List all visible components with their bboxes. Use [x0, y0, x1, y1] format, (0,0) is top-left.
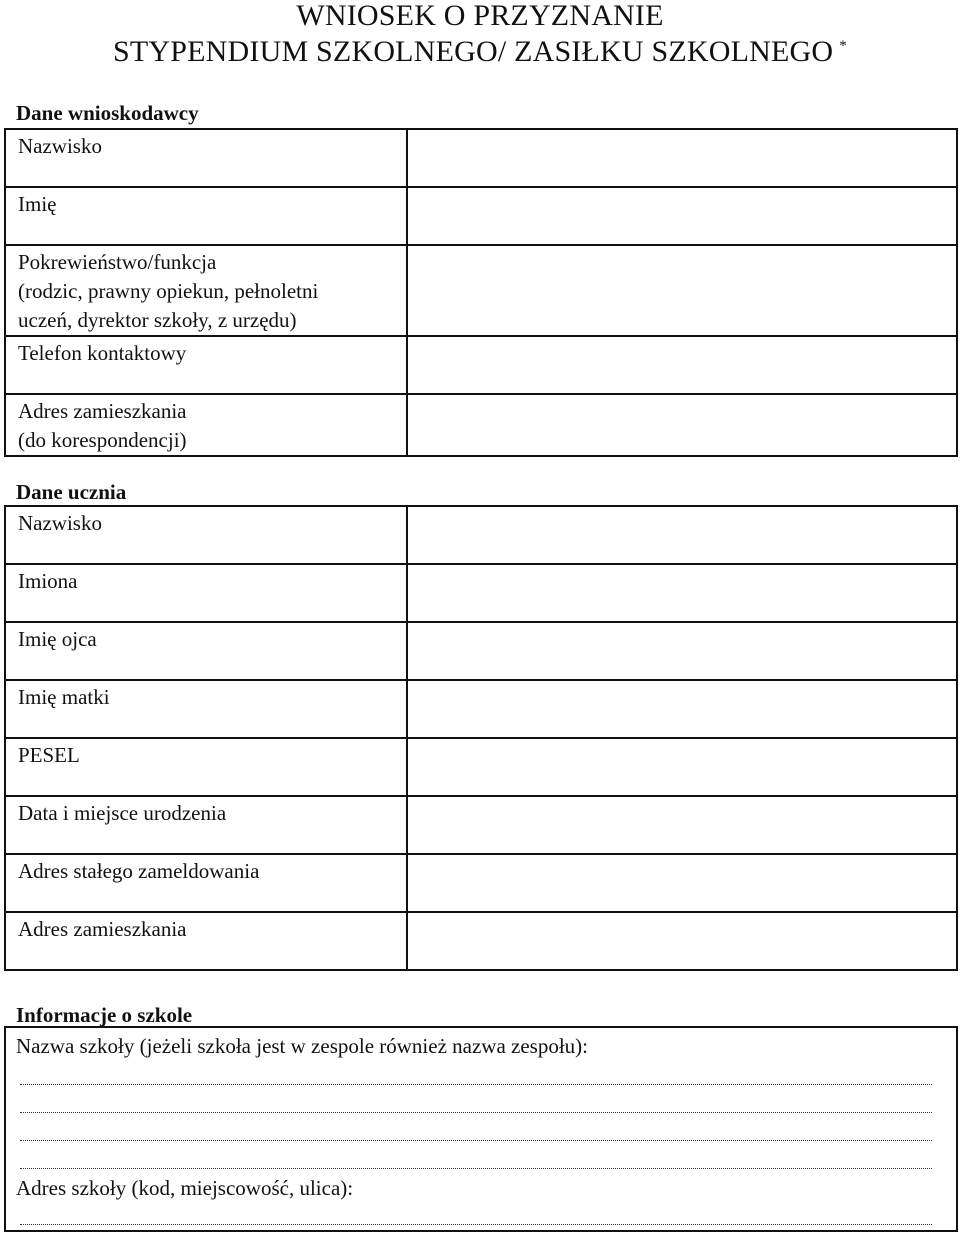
student-row-pesel [5, 738, 957, 796]
student-row-registered-address [5, 854, 957, 912]
field-label: Adres zamieszkania [5, 912, 407, 970]
student-row-residence-address [5, 912, 957, 970]
field-label: PESEL [5, 738, 407, 796]
applicant-relationship-field[interactable] [407, 245, 957, 336]
student-row-first-names [5, 564, 957, 622]
field-label: Imiona [5, 564, 407, 622]
field-label-line: Pokrewieństwo/funkcja [18, 250, 217, 274]
applicant-address-field[interactable] [407, 394, 957, 456]
student-row-mother-name [5, 680, 957, 738]
school-address-line[interactable] [20, 1224, 932, 1225]
applicant-row-first-name [5, 187, 957, 245]
field-label: Imię [5, 187, 407, 245]
field-label: Imię ojca [5, 622, 407, 680]
student-surname-field[interactable] [407, 506, 957, 564]
field-label-line: (rodzic, prawny opiekun, pełnoletni [18, 279, 319, 303]
applicant-phone-field[interactable] [407, 336, 957, 394]
applicant-first-name-field[interactable] [407, 187, 957, 245]
student-table [4, 505, 958, 971]
field-label [5, 394, 407, 456]
school-name-line[interactable] [20, 1084, 932, 1085]
school-section-heading: Informacje o szkole [16, 1003, 193, 1027]
field-label: Nazwisko [5, 506, 407, 564]
student-residence-address-field[interactable] [407, 912, 957, 970]
field-label-line: uczeń, dyrektor szkoły, z urzędu) [18, 308, 297, 332]
student-row-surname [5, 506, 957, 564]
applicant-row-address [5, 394, 957, 456]
applicant-surname-field[interactable] [407, 129, 957, 187]
student-father-name-field[interactable] [407, 622, 957, 680]
student-registered-address-field[interactable] [407, 854, 957, 912]
school-address-label: Adres szkoły (kod, miejscowość, ulica): [16, 1176, 354, 1200]
field-label: Adres stałego zameldowania [5, 854, 407, 912]
field-label: Imię matki [5, 680, 407, 738]
field-label-line: (do korespondencji) [18, 428, 187, 452]
form-title-line1: WNIOSEK O PRZYZNANIE [296, 0, 664, 32]
field-label: Data i miejsce urodzenia [5, 796, 407, 854]
student-section-heading: Dane ucznia [16, 480, 127, 504]
student-row-birth [5, 796, 957, 854]
student-mother-name-field[interactable] [407, 680, 957, 738]
applicant-row-phone [5, 336, 957, 394]
applicant-row-surname [5, 129, 957, 187]
field-label-line: Adres zamieszkania [18, 399, 187, 423]
student-birth-field[interactable] [407, 796, 957, 854]
field-label: Telefon kontaktowy [5, 336, 407, 394]
field-label: Nazwisko [5, 129, 407, 187]
school-name-label: Nazwa szkoły (jeżeli szkoła jest w zespole również nazwa zespołu): [16, 1034, 589, 1058]
school-name-line[interactable] [20, 1112, 932, 1113]
form-title-text: STYPENDIUM SZKOLNEGO/ ZASIŁKU SZKOLNEGO [113, 35, 834, 68]
school-name-line[interactable] [20, 1140, 932, 1141]
student-first-names-field[interactable] [407, 564, 957, 622]
school-info-box [4, 1026, 958, 1232]
school-name-line[interactable] [20, 1168, 932, 1169]
student-row-father-name [5, 622, 957, 680]
applicant-table [4, 128, 958, 457]
student-pesel-field[interactable] [407, 738, 957, 796]
footnote-mark: * [839, 38, 847, 54]
applicant-row-relationship [5, 245, 957, 336]
applicant-section-heading: Dane wnioskodawcy [16, 101, 199, 125]
form-title-line2 [0, 34, 960, 70]
field-label [5, 245, 407, 336]
